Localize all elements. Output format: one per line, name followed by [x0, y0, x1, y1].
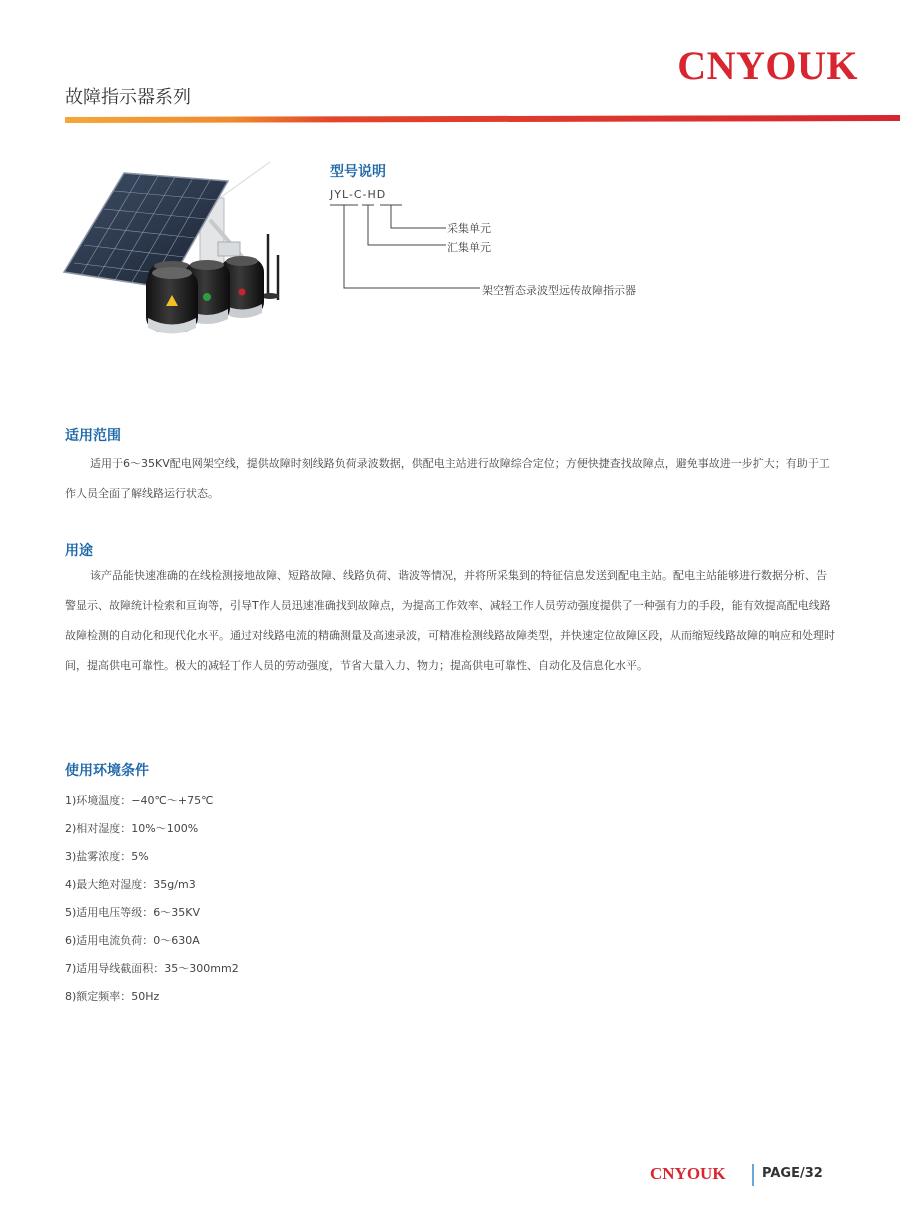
- connector-line-jyl: [344, 205, 450, 288]
- series-title: 故障指示器系列: [65, 87, 191, 108]
- header-divider-bar: [65, 115, 900, 123]
- model-code: JYL-C-HD: [330, 188, 387, 201]
- model-label-collector: 采集单元: [447, 222, 491, 235]
- condition-item-frequency: 8)额定频率：50Hz: [65, 990, 160, 1003]
- connector-line-hd: [391, 205, 446, 228]
- model-label-aggregator: 汇集单元: [447, 241, 491, 254]
- model-code-diagram: [330, 200, 450, 292]
- usage-paragraph: [65, 561, 835, 681]
- product-image-solar-fault-indicators: [60, 160, 290, 340]
- condition-item-temperature: 1)环境温度：−40℃～+75℃: [65, 794, 214, 807]
- condition-item-salt-fog: 3)盐雾浓度：5%: [65, 850, 149, 863]
- usage-text: 该产品能快速准确的在线检测接地故障、短路故障、线路负荷、谐波等情况，并将所采集到的特征信息发送到配电主站。配电主站能够进行数据分析、告警显示、故障统计检索和亘询等，引导T作人员迅速准确找到故障点，为提高工作效率、减轻工作人员劳动强度提供了一种强有力的手段，能有效提高配电线路故障检测的自动化和现代化水平。通过对线路电流的精确测量及高速录波，可精准检测线路故障类型，并快速定位故障区段，从而缩短线路故障的响应和处理时间，提高供电可靠性。极大的减轻丁作人员的劳动强度，节省大量入力、物力；提高供电可靠性、自动化及信息化水平。: [65, 569, 835, 672]
- condition-item-voltage: 5)适用电压等级：6～35KV: [65, 906, 201, 919]
- scope-paragraph: [65, 449, 835, 509]
- scope-heading: 适用范围: [65, 428, 121, 444]
- usage-heading: 用途: [65, 543, 93, 559]
- connector-line-jyl-ext: [440, 287, 480, 293]
- condition-item-conductor: 7)适用导线截面积：35～300mm2: [65, 962, 239, 975]
- scope-text: 适用于6～35KV配电网架空线，提供故障时刻线路负荷录波数据，供配电主站进行故障综合定位；方便快捷查找故障点，避免事故进一步扩大；有助于工作人员全面了解线路运行状态。: [65, 457, 830, 500]
- connector-line-c: [368, 205, 446, 245]
- page-number: PAGE/32: [762, 1166, 823, 1181]
- footer-divider: [752, 1164, 754, 1186]
- condition-item-humidity: 2)相对湿度：10%～100%: [65, 822, 199, 835]
- conditions-heading: 使用环境条件: [65, 763, 149, 779]
- condition-item-max-humidity: 4)最大绝对湿度：35g/m3: [65, 878, 196, 891]
- model-label-product-name: 架空暂态录波型远传故障指示器: [482, 284, 636, 297]
- condition-item-current: 6)适用电流负荷：0～630A: [65, 934, 200, 947]
- brand-logo: CNYOUK: [677, 43, 858, 88]
- footer-brand: CNYOUK: [650, 1164, 726, 1183]
- model-heading: 型号说明: [330, 164, 386, 180]
